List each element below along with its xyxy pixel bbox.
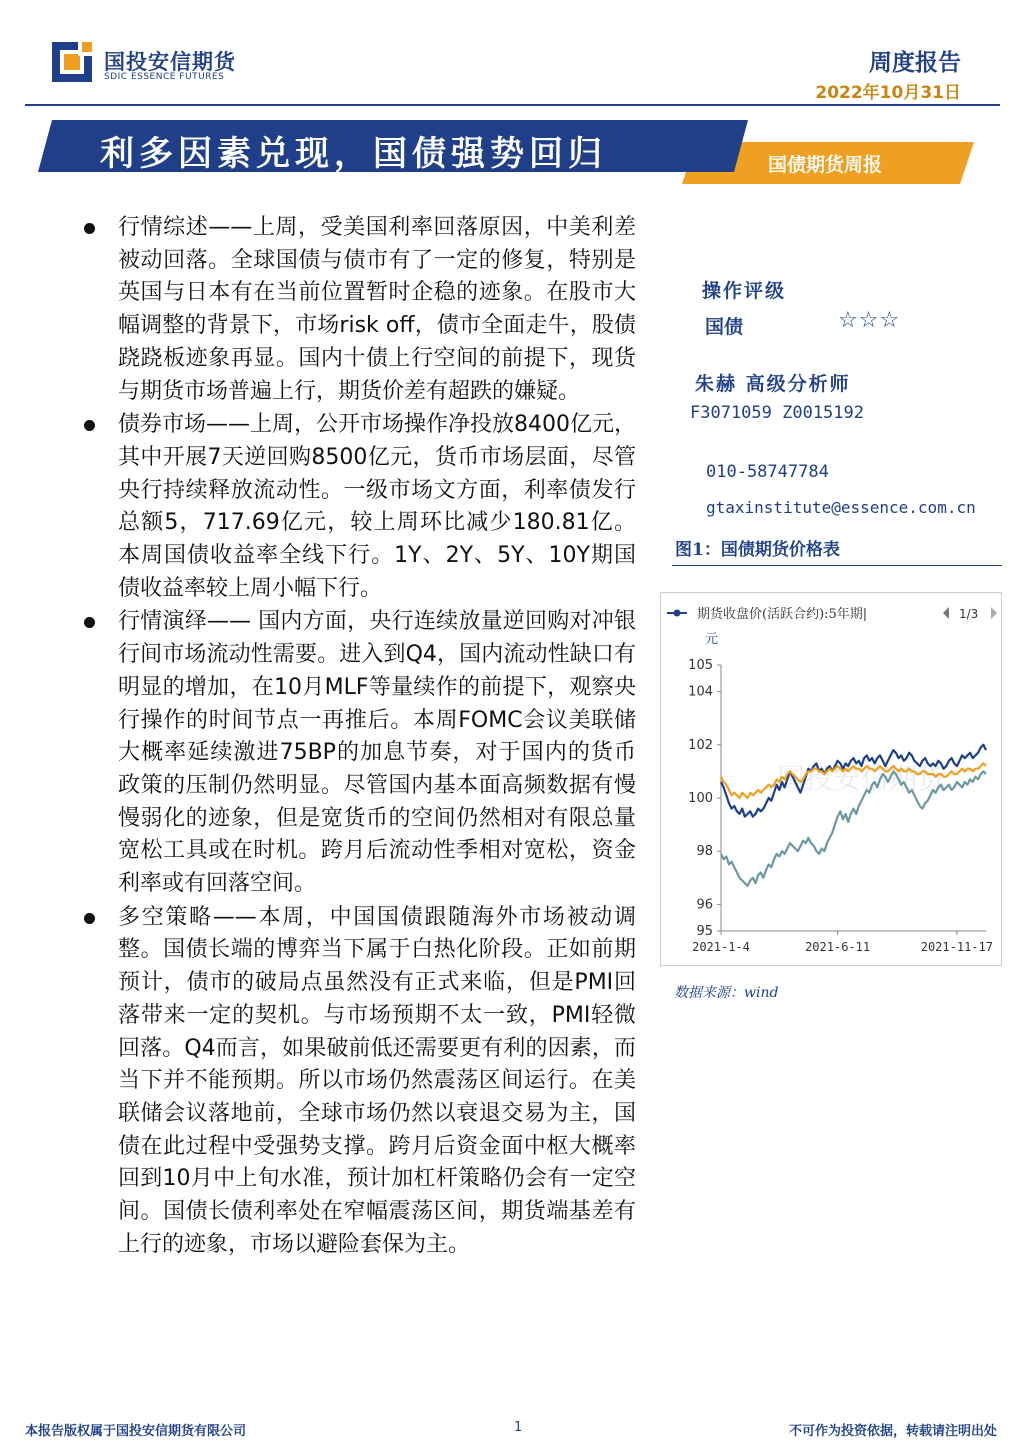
bullet-icon [84, 913, 95, 924]
header-divider [25, 104, 1000, 106]
y-tick-label: 104 [688, 684, 713, 700]
section-strategy [84, 902, 636, 1262]
analyst-name: 朱赫 高级分析师 [695, 373, 851, 395]
legend-label: 期货收盘价(活跃合约):5年期| [697, 607, 868, 622]
figure-divider [672, 565, 1002, 566]
y-tick-label: 98 [696, 844, 713, 860]
company-name-cn: 国投安信期货 [104, 50, 236, 74]
analyst-license-ids: F3071059 Z0015192 [690, 403, 864, 423]
report-title: 利多因素兑现，国债强势回归 [100, 134, 607, 174]
company-name-en: SDIC ESSENCE FUTURES [104, 72, 225, 82]
x-tick-label: 2021-11-17 [920, 940, 993, 954]
bullet-icon [84, 617, 95, 628]
price-chart-svg [661, 593, 1001, 965]
rating-stars-icon: ☆☆☆ [838, 308, 901, 333]
bullet-icon [84, 223, 95, 234]
chart-series [721, 745, 986, 886]
footer-disclaimer: 不可作为投资依据，转载请注明出处 [788, 1424, 997, 1439]
analyst-phone: 010-58747784 [706, 462, 829, 482]
footer-copyright: 本报告版权属于国投安信期货有限公司 [25, 1424, 247, 1439]
legend-marker-icon [674, 610, 681, 617]
rating-item: 国债 [705, 316, 744, 338]
section-text: 行情综述——上周，受美国利率回落原因，中美利差被动回落。全球国债与债市有了一定的修复，特别是英国与日本有在当前位置暂时企稳的迹象。在股市大幅调整的背景下，市场risk off，债市全面走牛，股债跷跷板迹象再显。国内十债上行空间的前提下，现货与期货市场普遍上行，期货价差有超跌的嫌疑。 [118, 215, 636, 404]
rating-label: 操作评级 [702, 280, 787, 302]
report-body [84, 212, 636, 1262]
section-market-overview [84, 212, 636, 408]
legend-next-icon[interactable] [991, 607, 997, 619]
legend-prev-icon[interactable] [943, 607, 949, 619]
report-subtitle: 国债期货周报 [768, 154, 883, 176]
x-tick-label: 2021-6-11 [805, 940, 871, 954]
y-tick-label: 105 [688, 658, 713, 673]
y-tick-label: 102 [688, 737, 713, 753]
analyst-email[interactable]: gtaxinstitute@essence.com.cn [706, 498, 976, 517]
chart-unit: 元 [705, 632, 719, 647]
section-text: 多空策略——本周，中国国债跟随海外市场被动调整。国债长端的博弈当下属于白热化阶段。正如前期预计，债市的破局点虽然没有正式来临，但是PMI回落带来一定的契机。与市场预期不太一致，PMI轻微回落。Q4而言，如果破前低还需要更有利的因素，而当下并不能预期。所以市场仍然震荡区间运行。在美联储会议落地前，全球市场仍然以衰退交易为主，国债在此过程中受强势支撑。跨月后资金面中枢大概率回到10月中上旬水准，预计加杠杆策略仍会有一定空间。国债长债利率处在窄幅震荡区间，期货端基差有上行的迹象，市场以避险套保为主。 [118, 904, 636, 1257]
page-number: 1 [514, 1420, 523, 1435]
report-type: 周度报告 [869, 50, 961, 76]
y-tick-label: 96 [696, 897, 713, 913]
section-market-evolution [84, 606, 636, 900]
data-source: 数据来源：wind [674, 985, 779, 1001]
report-date: 2022年10月31日 [815, 83, 961, 103]
section-text: 行情演绎—— 国内方面，央行连续放量逆回购对冲银行间市场流动性需要。进入到Q4，国内流动性缺口有明显的增加，在10月MLF等量续作的前提下，观察央行操作的时间节点一再推后。本周FOMC会议美联储大概率延续激进75BP的加息节奏，对于国内的货币政策的压制仍然明显。尽管国内基本面高频数据有慢慢弱化的迹象，但是宽货币的空间仍然相对有限总量宽松工具或在时机。跨月后流动性季相对宽松，资金利率或有回落空间。 [118, 609, 636, 897]
legend-page: 1/3 [959, 607, 979, 621]
company-logo-icon [52, 42, 92, 82]
section-bond-market [84, 409, 636, 605]
bullet-icon [84, 420, 95, 431]
y-tick-label: 100 [688, 791, 713, 806]
section-text: 债券市场——上周，公开市场操作净投放8400亿元，其中开展7天逆回购8500亿元，货币市场层面，尽管央行持续释放流动性。一级市场文方面，利率债发行总额5，717.69亿元，较上周环比减少180.81亿。本周国债收益率全线下行。1Y、2Y、5Y、10Y期国债收益率较上周小幅下行。 [118, 412, 636, 601]
figure-title: 图1：国债期货价格表 [675, 540, 840, 560]
chart-legend [667, 606, 997, 647]
price-chart [660, 592, 1002, 966]
x-tick-label: 2021-1-4 [692, 940, 750, 954]
chart-watermark: 国投安信期货 [777, 762, 946, 795]
y-tick-label: 95 [696, 924, 713, 939]
